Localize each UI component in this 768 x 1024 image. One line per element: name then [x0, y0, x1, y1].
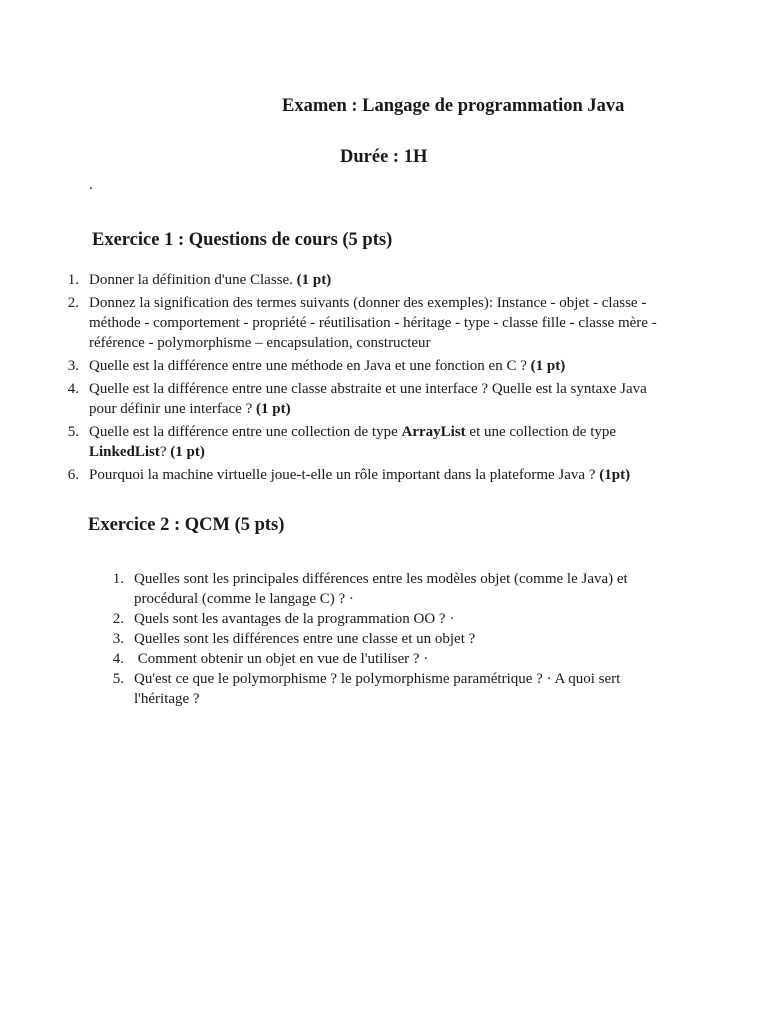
- exercise-2-question-1: [112, 569, 644, 609]
- question-text: Qu'est ce que le polymorphisme ? le polymorphisme paramétrique ? · A quoi sert l'héritage ?: [134, 671, 621, 707]
- linkedlist-term: LinkedList: [89, 444, 160, 460]
- question-text: Donnez la signification des termes suivants (donner des exemples): Instance - objet - classe - méthode - comportement - propriété - réutilisation - héritage - type - classe fille - classe mère - référence - polymorphisme – encapsulation, constructeur: [89, 295, 657, 351]
- question-text-part-b: et une collection de type: [465, 424, 617, 440]
- exercise-2-question-list: [112, 569, 644, 709]
- question-number: 1.: [67, 272, 79, 288]
- question-number: 3.: [67, 358, 79, 374]
- question-number: 5.: [112, 671, 124, 687]
- question-number: 4.: [112, 651, 124, 667]
- question-points: (1 pt): [530, 358, 566, 374]
- question-text-part-a: Quelle est la différence entre une collection de type: [89, 424, 402, 440]
- question-number: 1.: [112, 571, 124, 587]
- question-number: 2.: [112, 611, 124, 627]
- exam-title: Examen : Langage de programmation Java: [282, 96, 625, 116]
- question-text: Quels sont les avantages de la programmation OO ? ·: [134, 611, 455, 627]
- exercise-2-question-3: [112, 629, 644, 649]
- question-number: 6.: [67, 467, 79, 483]
- exercise-2-question-2: [112, 609, 644, 629]
- exercise-1-question-2: [67, 293, 669, 353]
- question-number: 2.: [67, 295, 79, 311]
- question-text: Quelles sont les principales différences entre les modèles objet (comme le Java) et procédural (comme le langage C) ? ·: [134, 571, 628, 607]
- exercise-1-question-6: [67, 465, 669, 485]
- exercise-1-question-1: [67, 270, 669, 290]
- exercise-2-question-5: [112, 669, 644, 709]
- question-number: 4.: [67, 381, 79, 397]
- question-text: Comment obtenir un objet en vue de l'utiliser ? ·: [134, 651, 429, 667]
- question-text: Quelle est la différence entre une classe abstraite et une interface ? Quelle est la syntaxe Java pour définir une interface ?: [89, 381, 647, 417]
- exercise-1-question-5: [67, 422, 669, 462]
- question-text: Quelles sont les différences entre une classe et un objet ?: [134, 631, 476, 647]
- question-points: (1 pt): [296, 272, 332, 288]
- exercise-2-question-4: [112, 649, 644, 669]
- exercise-1-question-list: [67, 270, 669, 488]
- question-points: (1pt): [599, 467, 631, 483]
- question-points: (1 pt): [256, 401, 291, 417]
- question-text: Donner la définition d'une Classe.: [89, 272, 297, 288]
- arraylist-term: ArrayList: [401, 424, 466, 440]
- question-text: Quelle est la différence entre une méthode en Java et une fonction en C ?: [89, 358, 531, 374]
- exercise-1-question-3: [67, 356, 669, 376]
- exercise-1-question-4: [67, 379, 669, 419]
- exercise-2-heading: Exercice 2 : QCM (5 pts): [88, 515, 285, 535]
- question-number: 5.: [67, 424, 79, 440]
- question-number: 3.: [112, 631, 124, 647]
- question-points: (1 pt): [170, 444, 205, 460]
- exam-duration: Durée : 1H: [340, 147, 428, 167]
- question-text-part-c: ?: [159, 444, 171, 460]
- question-text: Pourquoi la machine virtuelle joue-t-elle un rôle important dans la plateforme Java ?: [89, 467, 600, 483]
- exercise-1-heading: Exercice 1 : Questions de cours (5 pts): [92, 230, 393, 250]
- stray-mark: .: [89, 177, 93, 193]
